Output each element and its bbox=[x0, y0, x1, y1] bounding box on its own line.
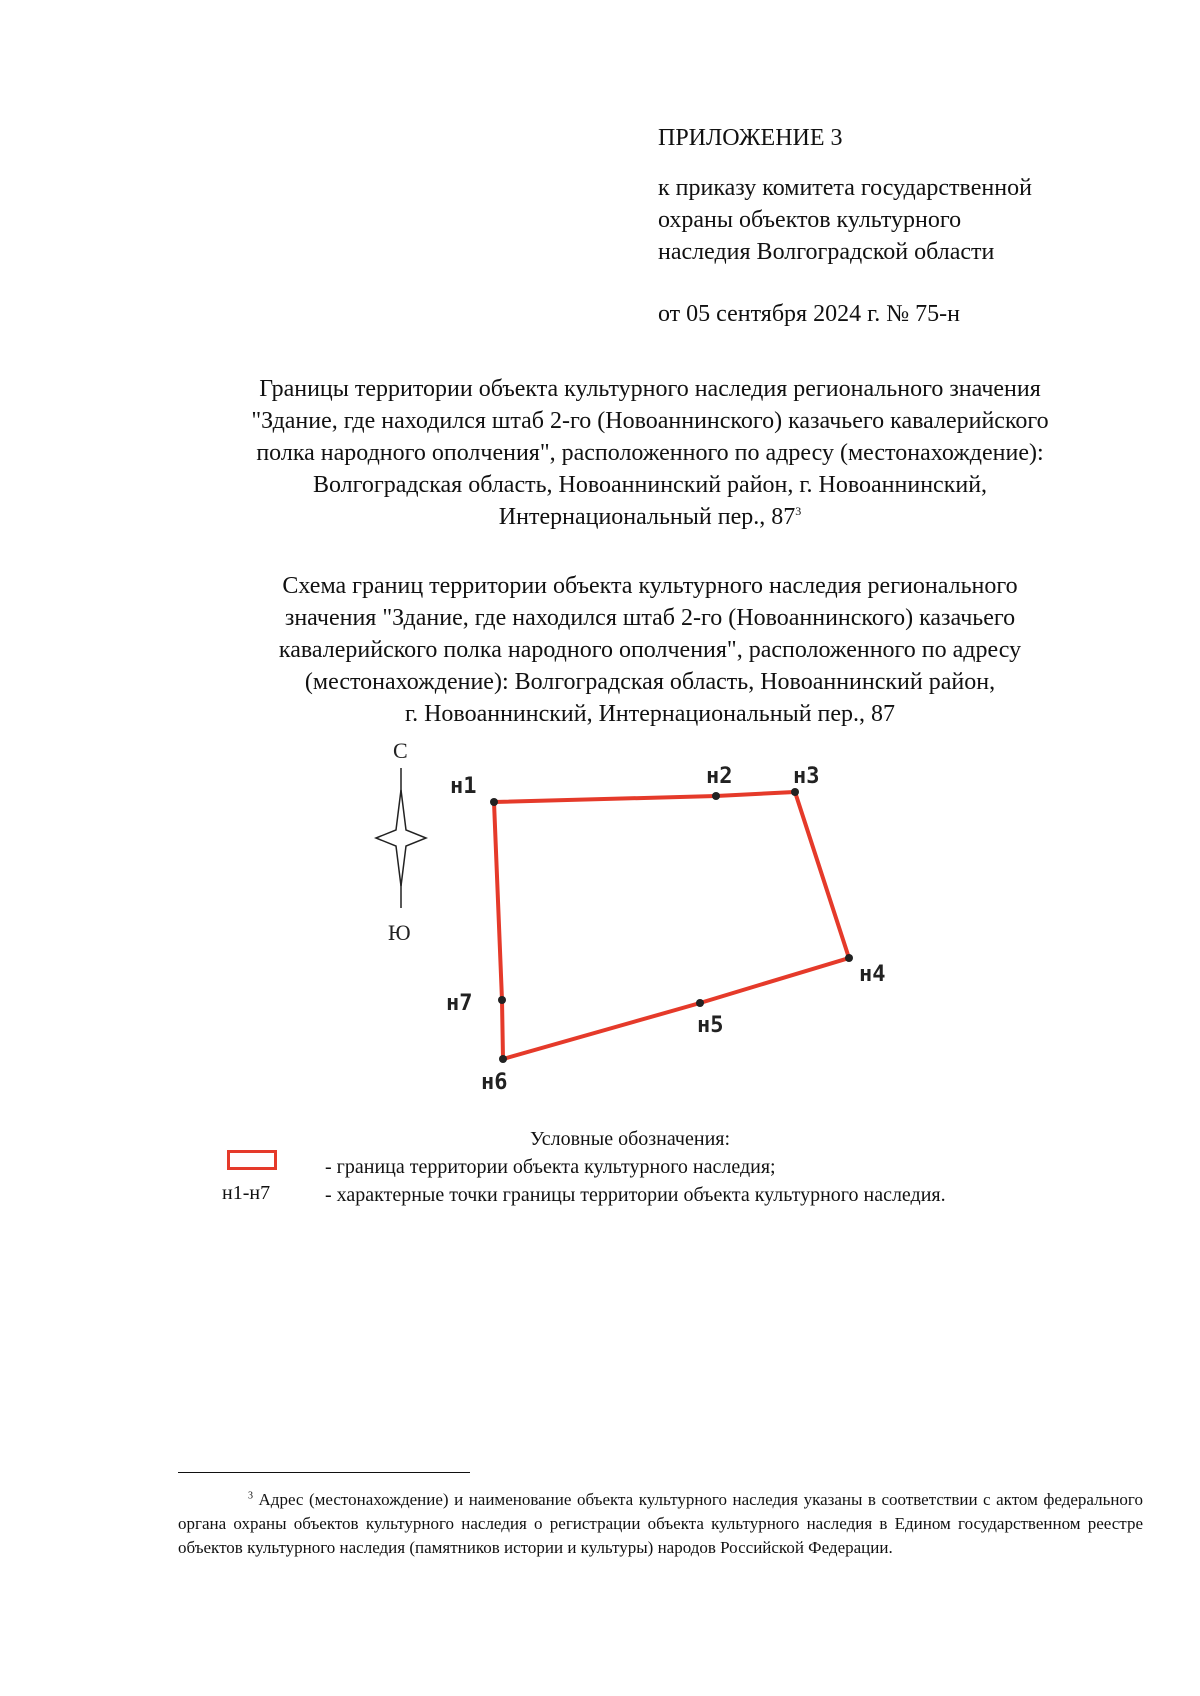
order-reference-line-2: охраны объектов культурного bbox=[658, 207, 962, 233]
territory-heading-line-1: Границы территории объекта культурного наследия регионального значения bbox=[259, 376, 1041, 402]
point-label-n7: н7 bbox=[446, 991, 473, 1016]
boundary-point-n5 bbox=[696, 999, 704, 1007]
scheme-heading-line-5: г. Новоаннинский, Интернациональный пер., 87 bbox=[404, 701, 896, 727]
boundary-point-labels bbox=[446, 764, 886, 1095]
boundary-points bbox=[490, 788, 853, 1063]
boundary-point-n6 bbox=[499, 1055, 507, 1063]
footnote-separator bbox=[178, 1472, 470, 1473]
boundary-point-n1 bbox=[490, 798, 498, 806]
point-label-n6: н6 bbox=[481, 1070, 508, 1095]
boundary-point-n2 bbox=[712, 792, 720, 800]
footnote-text: Адрес (местонахождение) и наименование объекта культурного наследия указаны в соответствии с актом федерального органа охраны объектов культурного наследия о регистрации объекта культурного наследия в Едином государственном реестре объектов культурного наследия (памятников истории и культуры) народов Российской Федерации. bbox=[178, 1490, 1143, 1557]
point-label-n2: н2 bbox=[706, 764, 733, 789]
point-label-n5: н5 bbox=[697, 1013, 724, 1038]
footnote-mark: 3 bbox=[248, 1490, 253, 1502]
territory-heading-address: Интернациональный пер., 87 bbox=[498, 504, 796, 530]
boundary-point-n3 bbox=[791, 788, 799, 796]
compass-north-label: С bbox=[393, 738, 408, 763]
legend-title: Условные обозначения: bbox=[530, 1128, 731, 1150]
scheme-heading-line-3: кавалерийского полка народного ополчения", расположенного по адресу bbox=[278, 637, 1022, 663]
territory-heading-line-2: "Здание, где находился штаб 2-го (Новоаннинского) казачьего кавалерийского bbox=[251, 408, 1049, 434]
boundary-point-n7 bbox=[498, 996, 506, 1004]
north-arrow-icon bbox=[376, 738, 426, 945]
compass-south-label: Ю bbox=[388, 920, 411, 945]
order-date: от 05 сентября 2024 г. № 75-н bbox=[658, 301, 960, 327]
territory-boundary-polygon bbox=[494, 792, 849, 1059]
footnote-reference: 3 bbox=[795, 504, 802, 518]
order-reference-line-3: наследия Волгоградской области bbox=[658, 239, 995, 265]
boundary-point-n4 bbox=[845, 954, 853, 962]
scheme-heading-line-1: Схема границ территории объекта культурного наследия регионального bbox=[282, 573, 1018, 599]
order-reference-line-1: к приказу комитета государственной bbox=[658, 175, 1032, 201]
territory-heading-line-4: Волгоградская область, Новоаннинский район, г. Новоаннинский, bbox=[312, 472, 988, 498]
legend-boundary-swatch bbox=[227, 1150, 277, 1170]
scheme-heading-line-2: значения "Здание, где находился штаб 2-го (Новоаннинского) казачьего bbox=[284, 605, 1016, 631]
legend-boundary-description: - граница территории объекта культурного наследия; bbox=[325, 1156, 776, 1178]
appendix-title: ПРИЛОЖЕНИЕ 3 bbox=[658, 125, 843, 151]
legend-points-description: - характерные точки границы территории объекта культурного наследия. bbox=[325, 1184, 946, 1206]
scheme-heading-line-4: (местонахождение): Волгоградская область, Новоаннинский район, bbox=[304, 669, 996, 695]
legend-points-code: н1-н7 bbox=[222, 1182, 271, 1204]
point-label-n1: н1 bbox=[450, 774, 477, 799]
point-label-n4: н4 bbox=[859, 962, 886, 987]
footnote bbox=[178, 1488, 1143, 1560]
point-label-n3: н3 bbox=[793, 764, 820, 789]
territory-heading-line-3: полка народного ополчения", расположенного по адресу (местонахождение): bbox=[256, 440, 1044, 466]
